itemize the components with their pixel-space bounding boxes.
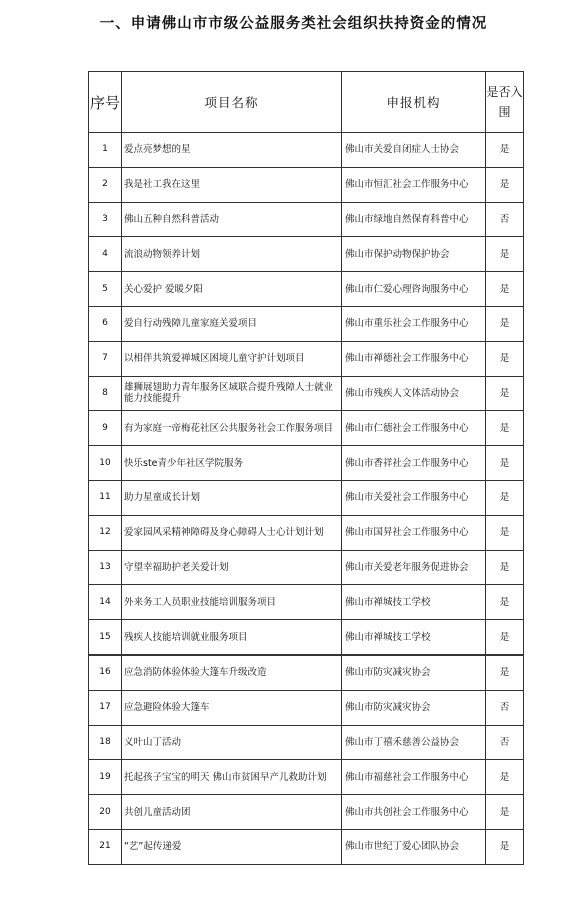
cell-project-name: 共创儿童活动团 xyxy=(122,795,342,830)
cell-project-name: 残疾人技能培训就业服务项目 xyxy=(122,620,342,655)
cell-project-name: 雄狮展翅助力青年服务区域联合提升残障人士就业能力技能提升 xyxy=(122,376,342,411)
cell-seq: 2 xyxy=(89,167,122,202)
cell-project-name: 关心爱护 爱暖夕阳 xyxy=(122,272,342,307)
cell-seq: 15 xyxy=(89,620,122,655)
cell-project-name: 爱点亮梦想的星 xyxy=(122,133,342,168)
cell-project-name: 托起孩子宝宝的明天 佛山市贫困早产儿救助计划 xyxy=(122,760,342,795)
cell-seq: 19 xyxy=(89,760,122,795)
cell-seq: 14 xyxy=(89,585,122,620)
table-row xyxy=(89,515,524,550)
header-included: 是否入围 xyxy=(486,72,524,133)
cell-applicant-org: 佛山市绿地自然保育科普中心 xyxy=(342,202,486,237)
cell-project-name: 以相伴共筑爱禅城区困境儿童守护计划项目 xyxy=(122,341,342,376)
cell-applicant-org: 佛山市关爱自闭症人士协会 xyxy=(342,133,486,168)
cell-applicant-org: 佛山市禅城技工学校 xyxy=(342,620,486,655)
table-row xyxy=(89,795,524,830)
table-header-row xyxy=(89,72,524,133)
cell-included: 是 xyxy=(486,446,524,481)
cell-applicant-org: 佛山市丁禧禾慈善公益协会 xyxy=(342,725,486,760)
cell-seq: 3 xyxy=(89,202,122,237)
cell-included: 是 xyxy=(486,133,524,168)
cell-applicant-org: 佛山市仁德社会工作服务中心 xyxy=(342,411,486,446)
cell-included: 是 xyxy=(486,655,524,690)
cell-applicant-org: 佛山市防灾减灾协会 xyxy=(342,690,486,725)
cell-included: 是 xyxy=(486,795,524,830)
cell-seq: 4 xyxy=(89,237,122,272)
cell-seq: 5 xyxy=(89,272,122,307)
table-body xyxy=(89,133,524,865)
cell-project-name: 守望幸福助护老关爱计划 xyxy=(122,550,342,585)
cell-applicant-org: 佛山市国昇社会工作服务中心 xyxy=(342,515,486,550)
cell-applicant-org: 佛山市关爱社会工作服务中心 xyxy=(342,480,486,515)
cell-applicant-org: 佛山市福慈社会工作服务中心 xyxy=(342,760,486,795)
cell-included: 是 xyxy=(486,760,524,795)
cell-applicant-org: 佛山市世纪丁爱心团队协会 xyxy=(342,829,486,864)
cell-included: 是 xyxy=(486,411,524,446)
cell-applicant-org: 佛山市残疾人文体活动协会 xyxy=(342,376,486,411)
cell-included: 是 xyxy=(486,237,524,272)
cell-project-name: 爱自行动残障儿童家庭关爱项目 xyxy=(122,306,342,341)
cell-seq: 18 xyxy=(89,725,122,760)
funding-table xyxy=(88,71,524,865)
cell-seq: 16 xyxy=(89,655,122,690)
table-row xyxy=(89,655,524,690)
cell-seq: 21 xyxy=(89,829,122,864)
page-title: 一、申请佛山市市级公益服务类社会组织扶持资金的情况 xyxy=(99,15,488,32)
cell-project-name: 爱家园风采精神障碍及身心障碍人士心计划计划 xyxy=(122,515,342,550)
table-row xyxy=(89,237,524,272)
cell-applicant-org: 佛山市重乐社会工作服务中心 xyxy=(342,306,486,341)
table-row xyxy=(89,167,524,202)
cell-project-name: 我是社工我在这里 xyxy=(122,167,342,202)
cell-seq: 8 xyxy=(89,376,122,411)
cell-applicant-org: 佛山市保护动物保护协会 xyxy=(342,237,486,272)
cell-seq: 12 xyxy=(89,515,122,550)
table-row xyxy=(89,550,524,585)
table-row xyxy=(89,829,524,864)
cell-applicant-org: 佛山市防灾减灾协会 xyxy=(342,655,486,690)
cell-applicant-org: 佛山市香祥社会工作服务中心 xyxy=(342,446,486,481)
table-row xyxy=(89,760,524,795)
table-row xyxy=(89,202,524,237)
cell-applicant-org: 佛山市禅城技工学校 xyxy=(342,585,486,620)
cell-included: 是 xyxy=(486,341,524,376)
cell-seq: 20 xyxy=(89,795,122,830)
cell-applicant-org: 佛山市共创社会工作服务中心 xyxy=(342,795,486,830)
table-row xyxy=(89,620,524,655)
header-seq: 序号 xyxy=(89,72,122,133)
table-row xyxy=(89,725,524,760)
cell-project-name: 应急消防体验体验大篷车升级改造 xyxy=(122,655,342,690)
cell-seq: 7 xyxy=(89,341,122,376)
cell-included: 是 xyxy=(486,167,524,202)
cell-included: 是 xyxy=(486,376,524,411)
cell-project-name: 有为家庭一帝梅花社区公共服务社会工作服务项目 xyxy=(122,411,342,446)
cell-project-name: 快乐ste青少年社区学院服务 xyxy=(122,446,342,481)
cell-applicant-org: 佛山市仁爱心理咨询服务中心 xyxy=(342,272,486,307)
table-row xyxy=(89,690,524,725)
cell-seq: 9 xyxy=(89,411,122,446)
table-row xyxy=(89,376,524,411)
table-row xyxy=(89,585,524,620)
table-row xyxy=(89,133,524,168)
cell-applicant-org: 佛山市禅德社会工作服务中心 xyxy=(342,341,486,376)
cell-project-name: 义叶山丁活动 xyxy=(122,725,342,760)
cell-included: 是 xyxy=(486,585,524,620)
cell-seq: 11 xyxy=(89,480,122,515)
table-row xyxy=(89,480,524,515)
cell-project-name: “艺”起传递爱 xyxy=(122,829,342,864)
cell-project-name: 佛山五种自然科普活动 xyxy=(122,202,342,237)
cell-seq: 6 xyxy=(89,306,122,341)
cell-project-name: 外来务工人员职业技能培训服务项目 xyxy=(122,585,342,620)
cell-seq: 1 xyxy=(89,133,122,168)
cell-included: 是 xyxy=(486,515,524,550)
table-row xyxy=(89,411,524,446)
cell-included: 是 xyxy=(486,272,524,307)
table-row xyxy=(89,306,524,341)
cell-included: 否 xyxy=(486,690,524,725)
header-applicant-org: 申报机构 xyxy=(342,72,486,133)
cell-included: 是 xyxy=(486,550,524,585)
cell-seq: 10 xyxy=(89,446,122,481)
cell-included: 否 xyxy=(486,725,524,760)
table-row xyxy=(89,446,524,481)
cell-included: 是 xyxy=(486,620,524,655)
header-project-name: 项目名称 xyxy=(122,72,342,133)
cell-seq: 13 xyxy=(89,550,122,585)
cell-included: 是 xyxy=(486,306,524,341)
cell-project-name: 助力星童成长计划 xyxy=(122,480,342,515)
cell-project-name: 流浪动物领养计划 xyxy=(122,237,342,272)
cell-applicant-org: 佛山市恒汇社会工作服务中心 xyxy=(342,167,486,202)
cell-project-name: 应急避险体验大篷车 xyxy=(122,690,342,725)
cell-included: 否 xyxy=(486,202,524,237)
cell-included: 是 xyxy=(486,480,524,515)
cell-seq: 17 xyxy=(89,690,122,725)
table-row xyxy=(89,272,524,307)
cell-applicant-org: 佛山市关爱老年服务促进协会 xyxy=(342,550,486,585)
table-row xyxy=(89,341,524,376)
cell-included: 是 xyxy=(486,829,524,864)
